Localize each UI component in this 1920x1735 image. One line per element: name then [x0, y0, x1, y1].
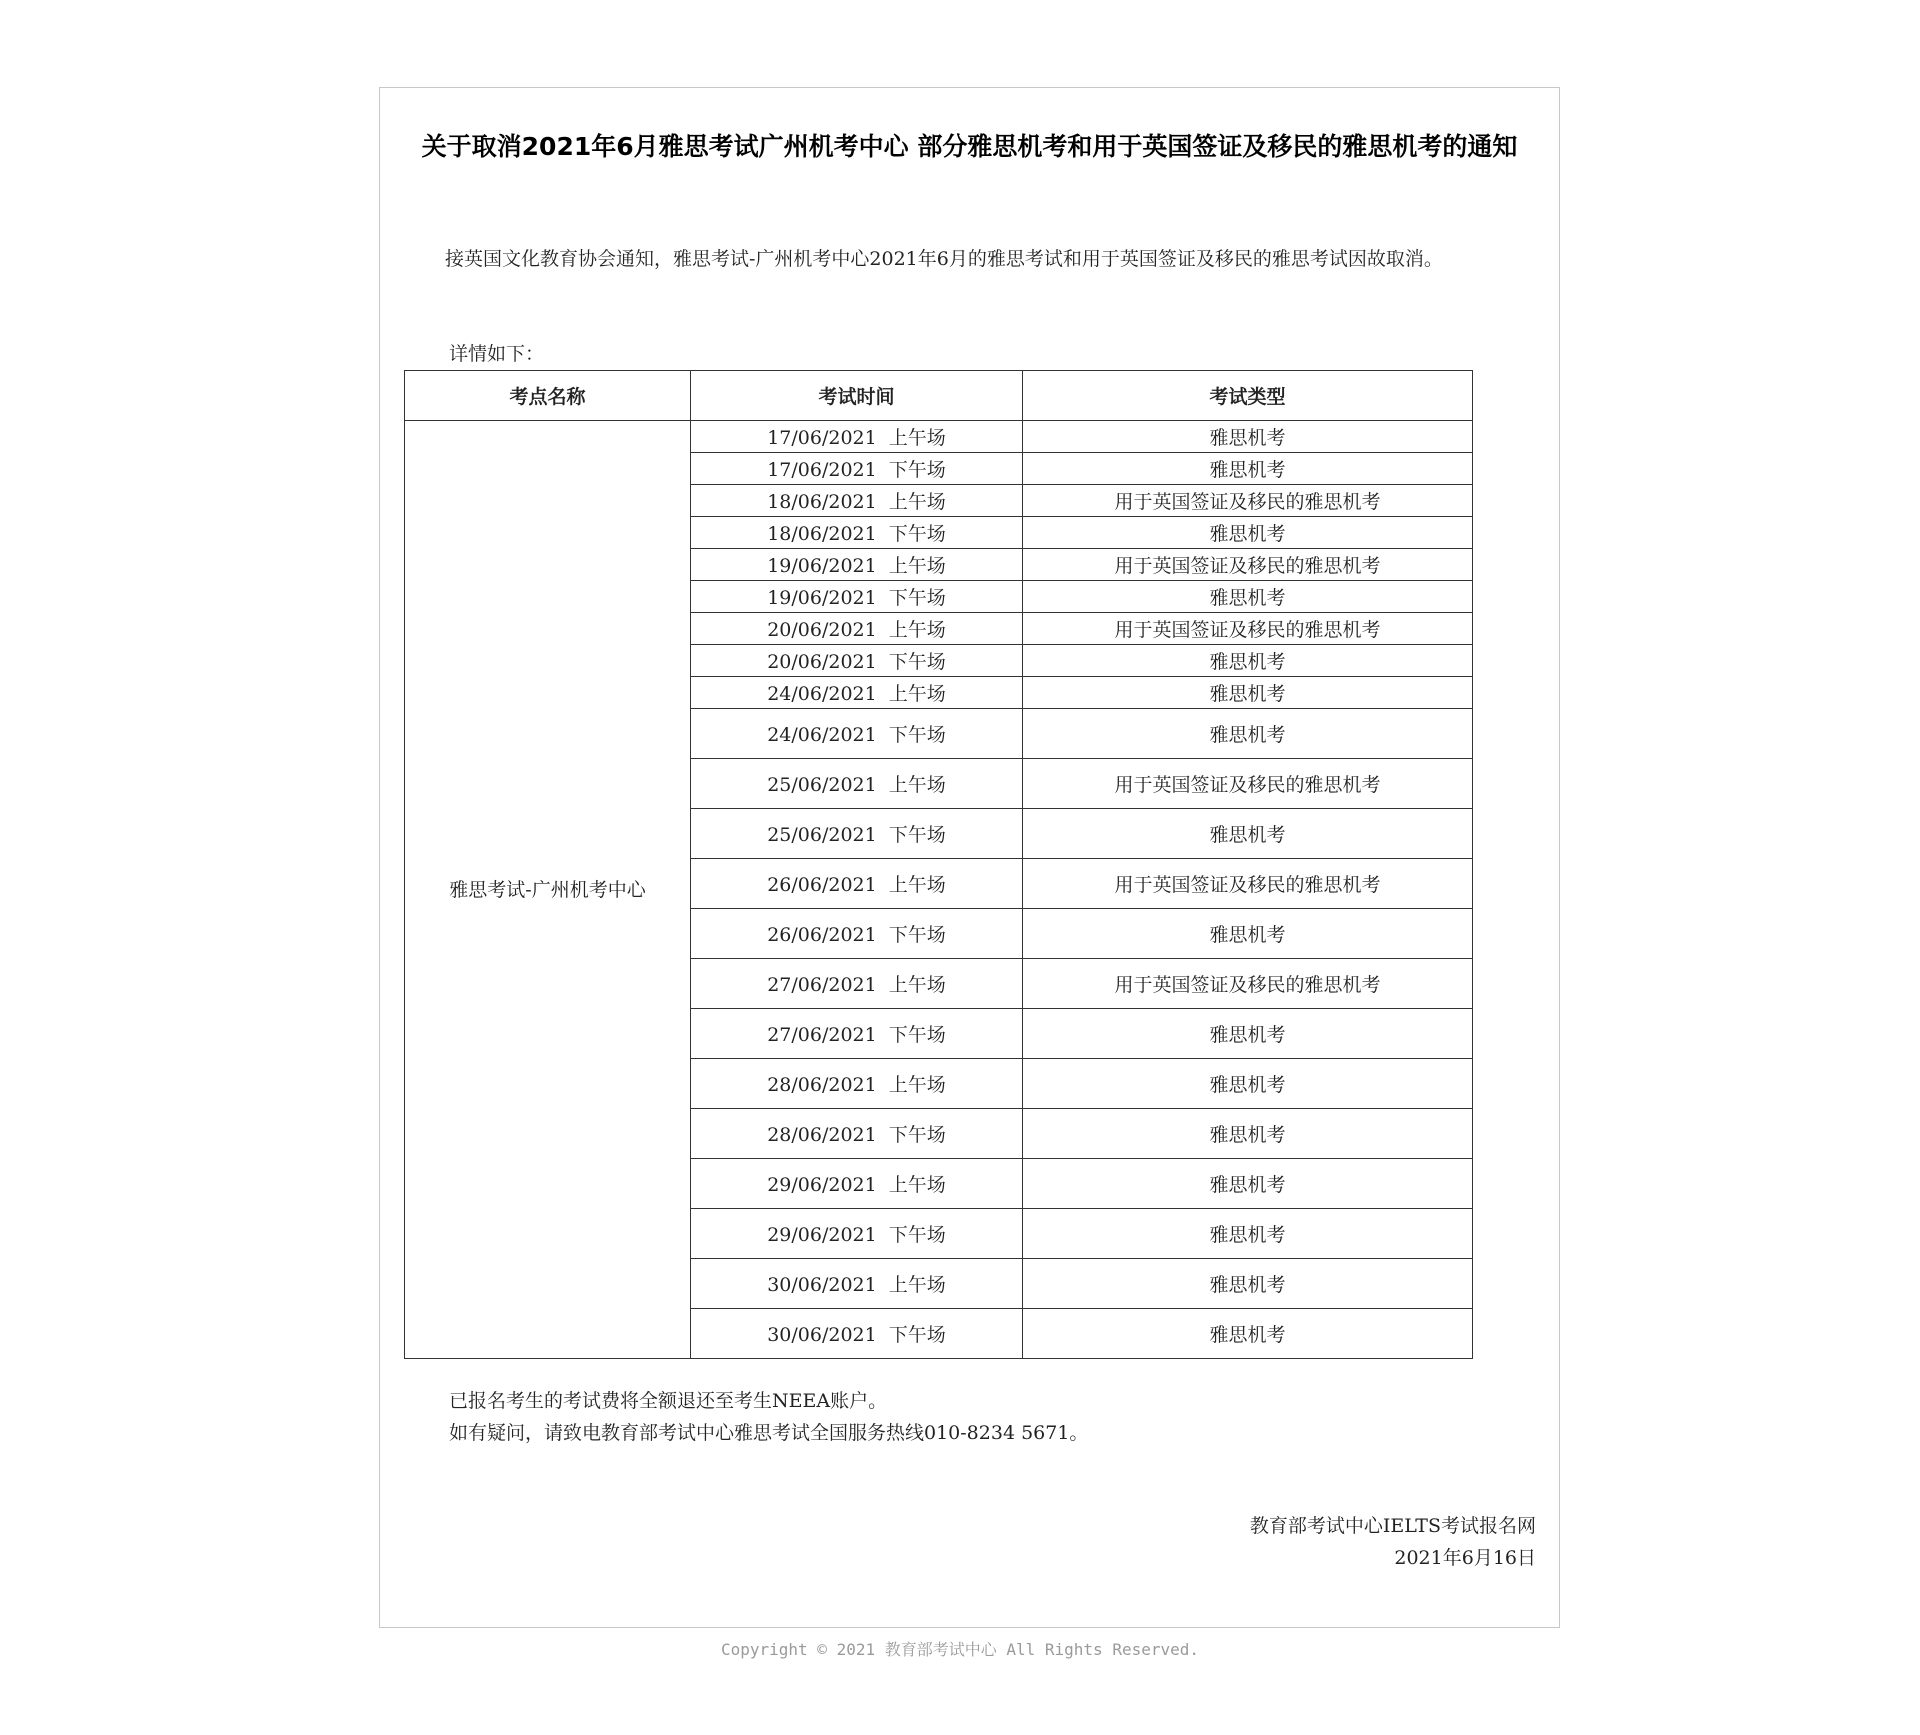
exam-type-cell: 雅思机考	[1023, 1059, 1473, 1109]
exam-time-cell: 28/06/2021 下午场	[691, 1109, 1023, 1159]
exam-type-cell: 雅思机考	[1023, 1259, 1473, 1309]
exam-time-cell: 18/06/2021 下午场	[691, 517, 1023, 549]
exam-time-cell: 26/06/2021 上午场	[691, 859, 1023, 909]
exam-time-cell: 30/06/2021 上午场	[691, 1259, 1023, 1309]
schedule-body	[405, 421, 1473, 1359]
exam-time-cell: 29/06/2021 上午场	[691, 1159, 1023, 1209]
exam-type-cell: 用于英国签证及移民的雅思机考	[1023, 759, 1473, 809]
exam-time-cell: 29/06/2021 下午场	[691, 1209, 1023, 1259]
signature-date: 2021年6月16日	[1394, 1547, 1536, 1569]
exam-time-cell: 27/06/2021 下午场	[691, 1009, 1023, 1059]
exam-type-cell: 雅思机考	[1023, 677, 1473, 709]
exam-type-cell: 用于英国签证及移民的雅思机考	[1023, 859, 1473, 909]
contact-note: 如有疑问，请致电教育部考试中心雅思考试全国服务热线010-8234 5671。	[449, 1422, 1089, 1444]
exam-time-cell: 19/06/2021 下午场	[691, 581, 1023, 613]
exam-type-cell: 雅思机考	[1023, 709, 1473, 759]
exam-type-cell: 雅思机考	[1023, 1109, 1473, 1159]
exam-type-cell: 雅思机考	[1023, 1159, 1473, 1209]
exam-time-cell: 27/06/2021 上午场	[691, 959, 1023, 1009]
exam-type-cell: 雅思机考	[1023, 517, 1473, 549]
exam-time-cell: 25/06/2021 上午场	[691, 759, 1023, 809]
exam-time-cell: 17/06/2021 下午场	[691, 453, 1023, 485]
notice-intro: 接英国文化教育协会通知，雅思考试-广州机考中心2021年6月的雅思考试和用于英国签证及移民的雅思考试因故取消。	[445, 248, 1443, 270]
notice-page	[379, 87, 1560, 1628]
table-header-row	[405, 371, 1473, 421]
details-label: 详情如下：	[449, 343, 545, 365]
refund-note: 已报名考生的考试费将全额退还至考生NEEA账户。	[449, 1390, 888, 1412]
exam-time-cell: 18/06/2021 上午场	[691, 485, 1023, 517]
notice-title: 关于取消2021年6月雅思考试广州机考中心 部分雅思机考和用于英国签证及移民的雅思机考的通知	[421, 132, 1518, 161]
exam-type-cell: 雅思机考	[1023, 421, 1473, 453]
exam-type-cell: 雅思机考	[1023, 581, 1473, 613]
exam-time-cell: 26/06/2021 下午场	[691, 909, 1023, 959]
exam-type-cell: 用于英国签证及移民的雅思机考	[1023, 613, 1473, 645]
exam-type-cell: 雅思机考	[1023, 1009, 1473, 1059]
venue-cell: 雅思考试-广州机考中心	[405, 421, 691, 1359]
exam-type-cell: 用于英国签证及移民的雅思机考	[1023, 485, 1473, 517]
exam-time-cell: 20/06/2021 上午场	[691, 613, 1023, 645]
exam-time-cell: 30/06/2021 下午场	[691, 1309, 1023, 1359]
exam-time-cell: 17/06/2021 上午场	[691, 421, 1023, 453]
footer-copyright: Copyright © 2021 教育部考试中心 All Rights Reserved.	[720, 1640, 1200, 1659]
header-type: 考试类型	[1023, 371, 1473, 421]
exam-type-cell: 雅思机考	[1023, 453, 1473, 485]
exam-type-cell: 用于英国签证及移民的雅思机考	[1023, 549, 1473, 581]
signer: 教育部考试中心IELTS考试报名网	[1249, 1515, 1536, 1537]
exam-type-cell: 雅思机考	[1023, 1209, 1473, 1259]
table-row	[405, 421, 1473, 453]
header-venue: 考点名称	[405, 371, 691, 421]
exam-type-cell: 雅思机考	[1023, 809, 1473, 859]
schedule-table	[404, 370, 1473, 1359]
exam-type-cell: 雅思机考	[1023, 1309, 1473, 1359]
exam-time-cell: 25/06/2021 下午场	[691, 809, 1023, 859]
exam-type-cell: 雅思机考	[1023, 645, 1473, 677]
exam-time-cell: 20/06/2021 下午场	[691, 645, 1023, 677]
exam-type-cell: 用于英国签证及移民的雅思机考	[1023, 959, 1473, 1009]
exam-type-cell: 雅思机考	[1023, 909, 1473, 959]
exam-time-cell: 28/06/2021 上午场	[691, 1059, 1023, 1109]
exam-time-cell: 24/06/2021 上午场	[691, 677, 1023, 709]
exam-time-cell: 24/06/2021 下午场	[691, 709, 1023, 759]
header-time: 考试时间	[691, 371, 1023, 421]
exam-time-cell: 19/06/2021 上午场	[691, 549, 1023, 581]
